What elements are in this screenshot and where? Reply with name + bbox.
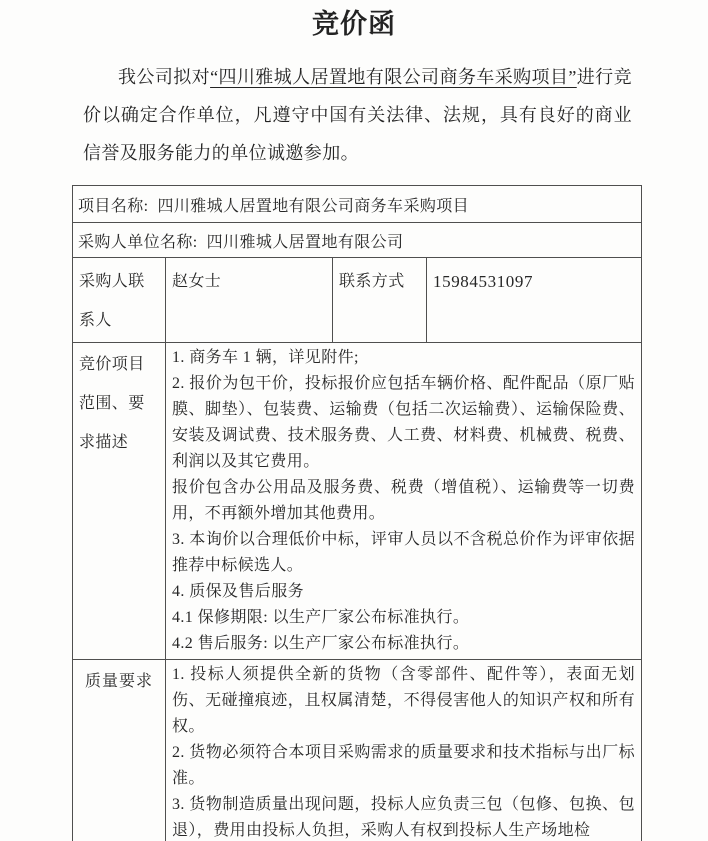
intro-tail: 进行竞价以确定合作单位，凡遵守中国有关法律、法规，具有良好的商业信誉及服务能力的单位诚邀参加。: [83, 67, 632, 163]
purchaser-label: 采购人单位名称:: [78, 233, 198, 251]
scope-paragraph: 报价包含办公用品及服务费、税费（增值税）、运输费等一切费用，不再额外增加其他费用。: [172, 479, 635, 522]
scope-paragraph: 3. 本询价以合理低价中标，评审人员以不含税总价作为评审依据推荐中标候选人。: [172, 531, 635, 574]
contact-name: 赵女士: [166, 258, 333, 343]
quality-label: 质量要求: [73, 660, 166, 841]
quality-paragraph: 3. 货物制造质量出现问题，投标人应负责三包（包修、包换、包退），费用由投标人负担，采购人有权到投标人生产场地检: [172, 796, 635, 839]
contact-row: [73, 258, 642, 343]
contact-method-label: 联系方式: [333, 258, 427, 343]
project-name-underlined: “四川雅城人居置地有限公司商务车采购项目”: [210, 67, 577, 87]
intro-lead: 我公司拟对: [118, 67, 211, 87]
page-title: 竞价函: [312, 9, 396, 39]
intro-paragraph: [83, 58, 632, 172]
quality-content: [166, 660, 642, 841]
scope-content: [166, 343, 642, 660]
project-name-row: [73, 186, 642, 223]
scope-paragraph: 4. 质保及售后服务: [172, 583, 305, 600]
scope-paragraph: 1. 商务车 1 辆，详见附件;: [172, 349, 359, 366]
purchaser-value: 四川雅城人居置地有限公司: [206, 233, 404, 251]
project-name-label: 项目名称:: [78, 197, 149, 215]
contact-phone: 15984531097: [433, 272, 534, 291]
bidding-form-table: [72, 185, 642, 841]
project-name-value: 四川雅城人居置地有限公司商务车采购项目: [157, 197, 470, 215]
quality-paragraph: 2. 货物必须符合本项目采购需求的质量要求和技术指标与出厂标准。: [172, 744, 635, 787]
scope-label: 竞价项目范围、要求描述: [73, 343, 166, 660]
scope-row: [73, 343, 642, 660]
quality-paragraph: 1. 投标人须提供全新的货物（含零部件、配件等），表面无划伤、无碰撞痕迹，且权属清楚，不得侵害他人的知识产权和所有权。: [172, 666, 635, 735]
scope-paragraph: 4.1 保修期限: 以生产厂家公布标准执行。: [172, 609, 470, 626]
quality-row: [73, 660, 642, 841]
contact-label: 采购人联系人: [73, 258, 166, 343]
scope-paragraph: 4.2 售后服务: 以生产厂家公布标准执行。: [172, 635, 470, 652]
purchaser-row: [73, 223, 642, 258]
scope-paragraph: 2. 报价为包干价，投标报价应包括车辆价格、配件配品（原厂贴膜、脚垫）、包装费、运输费（包括二次运输费）、运输保险费、安装及调试费、技术服务费、人工费、材料费、机械费、税费、利润以及其它费用。: [172, 375, 635, 470]
